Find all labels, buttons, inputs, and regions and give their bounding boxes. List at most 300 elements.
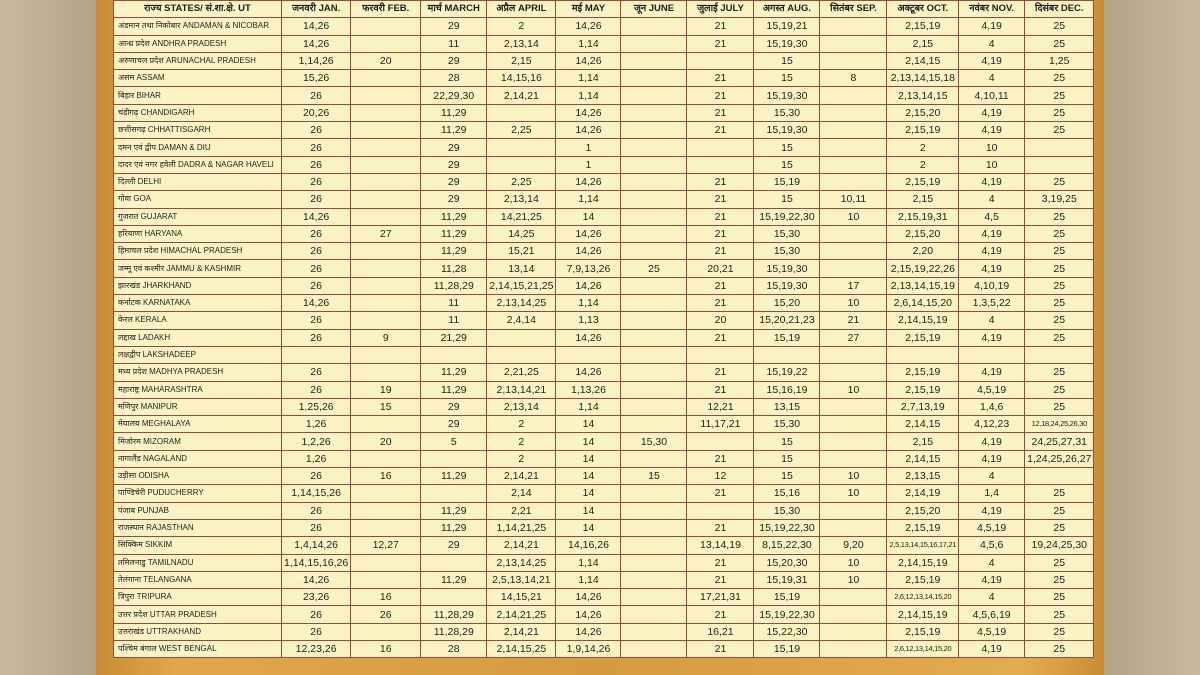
- holiday-dates-cell: 1,13,26: [556, 381, 621, 398]
- holiday-dates-cell: 14,26: [556, 104, 621, 121]
- table-row: [114, 70, 1094, 87]
- holiday-dates-cell: 15,19,21: [754, 18, 820, 35]
- holiday-dates-cell: 12,21: [687, 398, 754, 415]
- holiday-dates-cell: [351, 139, 421, 156]
- holiday-dates-cell: 26: [282, 191, 351, 208]
- holiday-dates-cell: 2: [487, 450, 556, 467]
- holiday-dates-cell: 2,14,15: [887, 450, 959, 467]
- holiday-dates-cell: 14,26: [556, 606, 621, 623]
- holiday-dates-cell: 21,29: [421, 329, 487, 346]
- holiday-dates-cell: [621, 329, 687, 346]
- holiday-dates-cell: [351, 312, 421, 329]
- state-name-cell: मध्य प्रदेश MADHYA PRADESH: [114, 364, 282, 381]
- table-row: [114, 346, 1094, 363]
- holiday-dates-cell: 4,19: [959, 225, 1025, 242]
- holiday-dates-cell: 15: [754, 468, 820, 485]
- state-name-cell: त्रिपुरा TRIPURA: [114, 589, 282, 606]
- holiday-dates-cell: 1,9,14,26: [556, 640, 621, 657]
- holiday-dates-cell: 1,4,6: [959, 398, 1025, 415]
- table-row: [114, 416, 1094, 433]
- holiday-dates-cell: 15,19,22,30: [754, 208, 820, 225]
- holiday-dates-cell: 21: [687, 329, 754, 346]
- holiday-dates-cell: [820, 35, 887, 52]
- column-header-month: अक्टूबर OCT.: [887, 1, 959, 18]
- holiday-dates-cell: 2,14,21: [487, 623, 556, 640]
- holiday-dates-cell: 14,26: [282, 208, 351, 225]
- holiday-dates-cell: [621, 295, 687, 312]
- holiday-dates-cell: 29: [421, 398, 487, 415]
- holiday-dates-cell: 26: [282, 225, 351, 242]
- holiday-dates-cell: 25: [1025, 312, 1094, 329]
- holiday-dates-cell: 2,15,20: [887, 104, 959, 121]
- holiday-dates-cell: 2: [487, 433, 556, 450]
- state-name-cell: झारखंड JHARKHAND: [114, 277, 282, 294]
- table-row: [114, 381, 1094, 398]
- holiday-dates-cell: 4,5,19: [959, 623, 1025, 640]
- holiday-dates-cell: 2,15,19: [887, 571, 959, 588]
- holiday-dates-cell: [820, 243, 887, 260]
- holiday-dates-cell: [754, 346, 820, 363]
- holiday-dates-cell: 14,26: [556, 364, 621, 381]
- holiday-dates-cell: 2,14,15,25: [487, 640, 556, 657]
- holiday-dates-cell: 21: [687, 554, 754, 571]
- holiday-dates-cell: 4,19: [959, 243, 1025, 260]
- holiday-dates-cell: 20,21: [687, 260, 754, 277]
- holiday-dates-cell: 14: [556, 416, 621, 433]
- table-body: [114, 18, 1094, 658]
- holiday-dates-cell: 14,26: [556, 243, 621, 260]
- holiday-dates-cell: 20: [351, 433, 421, 450]
- holiday-dates-cell: [820, 416, 887, 433]
- holiday-dates-cell: 20: [351, 52, 421, 69]
- holiday-dates-cell: 14,26: [556, 329, 621, 346]
- holiday-dates-cell: 2,14,21: [487, 87, 556, 104]
- holiday-dates-cell: [820, 87, 887, 104]
- holiday-dates-cell: [487, 156, 556, 173]
- holiday-dates-cell: 4: [959, 35, 1025, 52]
- state-name-cell: चंडीगढ़ CHANDIGARH: [114, 104, 282, 121]
- holiday-dates-cell: [621, 623, 687, 640]
- state-name-cell: छत्तीसगढ़ CHHATTISGARH: [114, 122, 282, 139]
- holiday-dates-cell: 24,25,27,31: [1025, 433, 1094, 450]
- table-row: [114, 571, 1094, 588]
- holiday-dates-cell: 2,15,19: [887, 381, 959, 398]
- holiday-dates-cell: 1,14: [556, 70, 621, 87]
- holiday-dates-cell: 11,29: [421, 364, 487, 381]
- state-name-cell: महाराष्ट्र MAHARASHTRA: [114, 381, 282, 398]
- holiday-dates-cell: 2,15,19: [887, 18, 959, 35]
- holiday-dates-cell: 1,26: [282, 450, 351, 467]
- holiday-dates-cell: 21: [687, 606, 754, 623]
- holiday-dates-cell: 2,5,13,14,15,16,17,21: [887, 537, 959, 554]
- holiday-dates-cell: 26: [282, 381, 351, 398]
- holiday-dates-cell: [621, 191, 687, 208]
- state-name-cell: अरुणाचल प्रदेश ARUNACHAL PRADESH: [114, 52, 282, 69]
- column-header-month: नवंबर NOV.: [959, 1, 1025, 18]
- holiday-dates-cell: 1,4: [959, 485, 1025, 502]
- holiday-dates-cell: 11: [421, 312, 487, 329]
- holiday-dates-cell: 25: [1025, 277, 1094, 294]
- holiday-dates-cell: 2,15,19,22,26: [887, 260, 959, 277]
- holiday-dates-cell: [959, 346, 1025, 363]
- table-row: [114, 243, 1094, 260]
- holiday-dates-cell: 12,18,24,25,26,30: [1025, 416, 1094, 433]
- holiday-dates-cell: 10: [820, 485, 887, 502]
- holiday-dates-cell: 11,28,29: [421, 606, 487, 623]
- holiday-dates-cell: 10: [820, 468, 887, 485]
- table-row: [114, 640, 1094, 657]
- holiday-dates-cell: [820, 139, 887, 156]
- table-row: [114, 52, 1094, 69]
- holiday-dates-cell: 15,19: [754, 640, 820, 657]
- holiday-dates-cell: [621, 139, 687, 156]
- holiday-dates-cell: 22,29,30: [421, 87, 487, 104]
- holiday-dates-cell: [351, 173, 421, 190]
- holiday-dates-cell: 4,19: [959, 329, 1025, 346]
- holiday-dates-cell: 3,19,25: [1025, 191, 1094, 208]
- holiday-dates-cell: [421, 589, 487, 606]
- state-name-cell: उत्तराखंड UTTRAKHAND: [114, 623, 282, 640]
- holiday-dates-cell: 2,13,14,25: [487, 295, 556, 312]
- holiday-dates-cell: 5: [421, 433, 487, 450]
- holiday-dates-cell: [621, 589, 687, 606]
- holiday-dates-cell: 25: [1025, 485, 1094, 502]
- holiday-dates-cell: 21: [687, 35, 754, 52]
- holiday-dates-cell: [621, 243, 687, 260]
- holiday-dates-cell: [351, 243, 421, 260]
- holiday-dates-cell: [820, 260, 887, 277]
- holiday-dates-cell: 11,29: [421, 468, 487, 485]
- holiday-dates-cell: 14,16,26: [556, 537, 621, 554]
- holiday-dates-cell: [820, 225, 887, 242]
- holiday-dates-cell: 16: [351, 589, 421, 606]
- holiday-dates-cell: 15,30: [754, 243, 820, 260]
- holiday-dates-cell: [351, 35, 421, 52]
- holiday-dates-cell: [887, 346, 959, 363]
- table-row: [114, 623, 1094, 640]
- holiday-dates-cell: 21: [687, 381, 754, 398]
- table-row: [114, 502, 1094, 519]
- holiday-dates-cell: 23,26: [282, 589, 351, 606]
- holiday-dates-cell: 2,15,19: [887, 122, 959, 139]
- holiday-dates-cell: 11,29: [421, 208, 487, 225]
- holiday-dates-cell: 14,21,25: [487, 208, 556, 225]
- holiday-dates-cell: 29: [421, 191, 487, 208]
- holiday-dates-cell: 11,28,29: [421, 623, 487, 640]
- holiday-dates-cell: 1,14,21,25: [487, 519, 556, 536]
- state-name-cell: आन्ध्र प्रदेश ANDHRA PRADESH: [114, 35, 282, 52]
- holiday-dates-cell: [351, 295, 421, 312]
- holiday-dates-cell: 12: [687, 468, 754, 485]
- holiday-dates-cell: [687, 502, 754, 519]
- holiday-dates-cell: 29: [421, 416, 487, 433]
- holiday-dates-cell: 28: [421, 640, 487, 657]
- holiday-dates-cell: 4,10,19: [959, 277, 1025, 294]
- holiday-dates-cell: 11,29: [421, 519, 487, 536]
- holiday-dates-cell: 25: [1025, 208, 1094, 225]
- table-row: [114, 18, 1094, 35]
- holiday-dates-cell: [687, 52, 754, 69]
- holiday-dates-cell: 2: [487, 18, 556, 35]
- table-row: [114, 208, 1094, 225]
- holiday-dates-cell: 10: [820, 554, 887, 571]
- holiday-dates-cell: 26: [282, 623, 351, 640]
- holiday-dates-cell: 14,26: [282, 18, 351, 35]
- state-name-cell: हिमाचल प्रदेश HIMACHAL PRADESH: [114, 243, 282, 260]
- state-name-cell: बिहार BIHAR: [114, 87, 282, 104]
- holiday-dates-cell: 2,25: [487, 173, 556, 190]
- holiday-dates-cell: [351, 346, 421, 363]
- holiday-dates-cell: 26: [282, 139, 351, 156]
- holiday-dates-cell: [820, 104, 887, 121]
- holiday-dates-cell: [621, 18, 687, 35]
- holiday-dates-cell: 2,15,19: [887, 329, 959, 346]
- holiday-dates-cell: 2,13,14,15,18: [887, 70, 959, 87]
- holiday-dates-cell: [621, 156, 687, 173]
- holiday-dates-cell: 2,15: [887, 191, 959, 208]
- holiday-dates-cell: 21: [687, 18, 754, 35]
- holiday-dates-cell: 25: [1025, 623, 1094, 640]
- holiday-dates-cell: [621, 571, 687, 588]
- holiday-dates-cell: 25: [1025, 571, 1094, 588]
- holiday-dates-cell: 13,14,19: [687, 537, 754, 554]
- holiday-dates-cell: 1,14: [556, 554, 621, 571]
- holiday-dates-cell: 14,26: [556, 18, 621, 35]
- holiday-dates-cell: [351, 450, 421, 467]
- table-row: [114, 589, 1094, 606]
- holiday-dates-cell: 15,19,30: [754, 35, 820, 52]
- holiday-dates-cell: 25: [1025, 381, 1094, 398]
- holiday-dates-cell: 11,29: [421, 122, 487, 139]
- holiday-dates-cell: 21: [687, 191, 754, 208]
- holiday-dates-cell: 21: [687, 70, 754, 87]
- holiday-dates-cell: [621, 381, 687, 398]
- column-header-state: राज्य STATES/ सं.शा.क्षे. UT: [114, 1, 282, 18]
- holiday-dates-cell: 4,19: [959, 122, 1025, 139]
- holiday-dates-cell: 2,13,14,15,19: [887, 277, 959, 294]
- holiday-dates-cell: 2,15: [887, 433, 959, 450]
- holiday-dates-cell: 16: [351, 640, 421, 657]
- holiday-dates-cell: 25: [1025, 173, 1094, 190]
- holiday-dates-cell: 15,30: [754, 502, 820, 519]
- holiday-dates-cell: 25: [1025, 243, 1094, 260]
- holiday-dates-cell: 15,19,22,30: [754, 519, 820, 536]
- holiday-dates-cell: 25: [1025, 87, 1094, 104]
- holiday-dates-cell: [282, 346, 351, 363]
- holiday-dates-cell: 2,14,15,21,25: [487, 277, 556, 294]
- holiday-dates-cell: 15,30: [621, 433, 687, 450]
- holiday-dates-cell: 26: [282, 502, 351, 519]
- holiday-dates-cell: 19: [351, 381, 421, 398]
- holiday-dates-cell: 14: [556, 208, 621, 225]
- holiday-dates-cell: [621, 450, 687, 467]
- holiday-dates-cell: 2: [887, 139, 959, 156]
- holiday-dates-cell: 21: [820, 312, 887, 329]
- holiday-dates-cell: 26: [351, 606, 421, 623]
- holiday-dates-cell: 21: [687, 295, 754, 312]
- state-name-cell: पाण्डिचेरी PUDUCHERRY: [114, 485, 282, 502]
- table-row: [114, 519, 1094, 536]
- holiday-dates-cell: 13,14: [487, 260, 556, 277]
- holiday-dates-cell: 2,14,15,19: [887, 606, 959, 623]
- holiday-dates-cell: 15: [754, 191, 820, 208]
- holiday-dates-cell: [421, 554, 487, 571]
- holiday-dates-cell: 15,19: [754, 589, 820, 606]
- holiday-dates-cell: 15,19,30: [754, 122, 820, 139]
- holiday-dates-cell: 14,15,16: [487, 70, 556, 87]
- table-row: [114, 277, 1094, 294]
- holiday-dates-cell: [820, 122, 887, 139]
- holiday-dates-cell: 2,6,12,13,14,15,20: [887, 640, 959, 657]
- holiday-dates-cell: 2,15,19,31: [887, 208, 959, 225]
- holiday-dates-cell: 16,21: [687, 623, 754, 640]
- holiday-dates-cell: 4: [959, 589, 1025, 606]
- holiday-dates-cell: [351, 260, 421, 277]
- holiday-dates-cell: 15,19,22: [754, 364, 820, 381]
- holiday-dates-cell: 2,13,14: [487, 398, 556, 415]
- holiday-dates-cell: 2,14,21: [487, 468, 556, 485]
- holiday-dates-cell: 4,19: [959, 571, 1025, 588]
- holiday-dates-cell: 10: [820, 208, 887, 225]
- holiday-dates-cell: 25: [1025, 640, 1094, 657]
- holiday-dates-cell: 4,19: [959, 433, 1025, 450]
- state-name-cell: नागालैंड NAGALAND: [114, 450, 282, 467]
- table-row: [114, 398, 1094, 415]
- holiday-dates-cell: [351, 485, 421, 502]
- holiday-dates-cell: 15,19,31: [754, 571, 820, 588]
- holiday-dates-cell: 26: [282, 468, 351, 485]
- holiday-dates-cell: 25: [1025, 18, 1094, 35]
- holiday-dates-cell: 25: [1025, 260, 1094, 277]
- table-row: [114, 329, 1094, 346]
- holiday-dates-cell: 2,6,12,13,14,15,20: [887, 589, 959, 606]
- right-margin: [1104, 0, 1200, 675]
- table-row: [114, 87, 1094, 104]
- holiday-dates-cell: 2,15,20: [887, 502, 959, 519]
- holiday-dates-cell: 14,26: [556, 173, 621, 190]
- holiday-dates-cell: 15,16: [754, 485, 820, 502]
- table-row: [114, 537, 1094, 554]
- holiday-dates-cell: 4,19: [959, 52, 1025, 69]
- holiday-dates-cell: 15,19,30: [754, 260, 820, 277]
- holiday-dates-cell: 15,30: [754, 225, 820, 242]
- holiday-dates-cell: [820, 18, 887, 35]
- holiday-dates-cell: 21: [687, 450, 754, 467]
- holiday-dates-cell: [820, 346, 887, 363]
- holiday-dates-cell: 8,15,22,30: [754, 537, 820, 554]
- holiday-dates-cell: 4,19: [959, 18, 1025, 35]
- holiday-dates-cell: 14,26: [556, 623, 621, 640]
- holiday-dates-cell: 12,23,26: [282, 640, 351, 657]
- holiday-dates-cell: 10: [959, 156, 1025, 173]
- holiday-dates-cell: [351, 156, 421, 173]
- column-header-month: जुलाई JULY: [687, 1, 754, 18]
- holiday-dates-cell: 2,14,15: [887, 52, 959, 69]
- holiday-dates-cell: 1,14,15,16,26: [282, 554, 351, 571]
- holiday-dates-cell: [621, 640, 687, 657]
- holiday-dates-cell: 19,24,25,30: [1025, 537, 1094, 554]
- holiday-dates-cell: 4,10,11: [959, 87, 1025, 104]
- holiday-dates-cell: 21: [687, 208, 754, 225]
- holiday-dates-cell: 25: [1025, 225, 1094, 242]
- holiday-dates-cell: 21: [687, 173, 754, 190]
- holiday-dates-cell: 2,21: [487, 502, 556, 519]
- holiday-dates-cell: [687, 139, 754, 156]
- holiday-dates-cell: 14: [556, 502, 621, 519]
- holiday-dates-cell: 2,6,14,15,20: [887, 295, 959, 312]
- bank-holidays-table: [113, 0, 1094, 658]
- holiday-dates-cell: [351, 502, 421, 519]
- holiday-dates-cell: 4,5: [959, 208, 1025, 225]
- table-row: [114, 139, 1094, 156]
- holiday-dates-cell: 21: [687, 225, 754, 242]
- holiday-dates-cell: 4: [959, 554, 1025, 571]
- holiday-dates-cell: 15,20: [754, 295, 820, 312]
- table-row: [114, 35, 1094, 52]
- holiday-dates-cell: 4,19: [959, 450, 1025, 467]
- holiday-dates-cell: 21: [687, 364, 754, 381]
- holiday-dates-cell: 26: [282, 122, 351, 139]
- holiday-dates-cell: 2,15,19: [887, 173, 959, 190]
- holiday-dates-cell: 4,5,19: [959, 519, 1025, 536]
- column-header-month: अगस्त AUG.: [754, 1, 820, 18]
- holiday-dates-cell: [351, 277, 421, 294]
- holiday-dates-cell: 26: [282, 156, 351, 173]
- holiday-dates-cell: 4: [959, 191, 1025, 208]
- state-name-cell: मिजोरम MIZORAM: [114, 433, 282, 450]
- holiday-dates-cell: 25: [1025, 70, 1094, 87]
- holiday-dates-cell: 11: [421, 35, 487, 52]
- holiday-dates-cell: 11,29: [421, 502, 487, 519]
- header-row: [114, 1, 1094, 18]
- holiday-dates-cell: [556, 346, 621, 363]
- holiday-dates-cell: 26: [282, 87, 351, 104]
- state-name-cell: लक्षद्वीप LAKSHADEEP: [114, 346, 282, 363]
- holiday-dates-cell: 1,25,26: [282, 398, 351, 415]
- holiday-dates-cell: 1,14: [556, 571, 621, 588]
- holiday-dates-cell: 15: [754, 52, 820, 69]
- holiday-dates-cell: 14,26: [282, 571, 351, 588]
- table-row: [114, 104, 1094, 121]
- holiday-dates-cell: 2,20: [887, 243, 959, 260]
- holiday-dates-cell: 15,30: [754, 104, 820, 121]
- holiday-dates-cell: [820, 433, 887, 450]
- holiday-dates-cell: 14: [556, 468, 621, 485]
- holiday-dates-cell: 14: [556, 485, 621, 502]
- holiday-dates-cell: 15: [754, 433, 820, 450]
- holiday-dates-cell: 10,11: [820, 191, 887, 208]
- holiday-dates-cell: [1025, 468, 1094, 485]
- holiday-dates-cell: [351, 623, 421, 640]
- holiday-dates-cell: [820, 398, 887, 415]
- holiday-dates-cell: [487, 104, 556, 121]
- table-row: [114, 606, 1094, 623]
- holiday-dates-cell: 21: [687, 485, 754, 502]
- holiday-dates-cell: 1,26: [282, 416, 351, 433]
- holiday-dates-cell: 15: [754, 70, 820, 87]
- holiday-dates-cell: 4,19: [959, 173, 1025, 190]
- holiday-dates-cell: 28: [421, 70, 487, 87]
- table-row: [114, 260, 1094, 277]
- holiday-dates-cell: [421, 450, 487, 467]
- column-header-month: फरवरी FEB.: [351, 1, 421, 18]
- holiday-dates-cell: 25: [1025, 104, 1094, 121]
- holiday-dates-cell: 29: [421, 156, 487, 173]
- holiday-dates-cell: 14,25: [487, 225, 556, 242]
- holiday-dates-cell: 17,21,31: [687, 589, 754, 606]
- holiday-dates-cell: 2,15,20: [887, 225, 959, 242]
- holiday-dates-cell: 20,26: [282, 104, 351, 121]
